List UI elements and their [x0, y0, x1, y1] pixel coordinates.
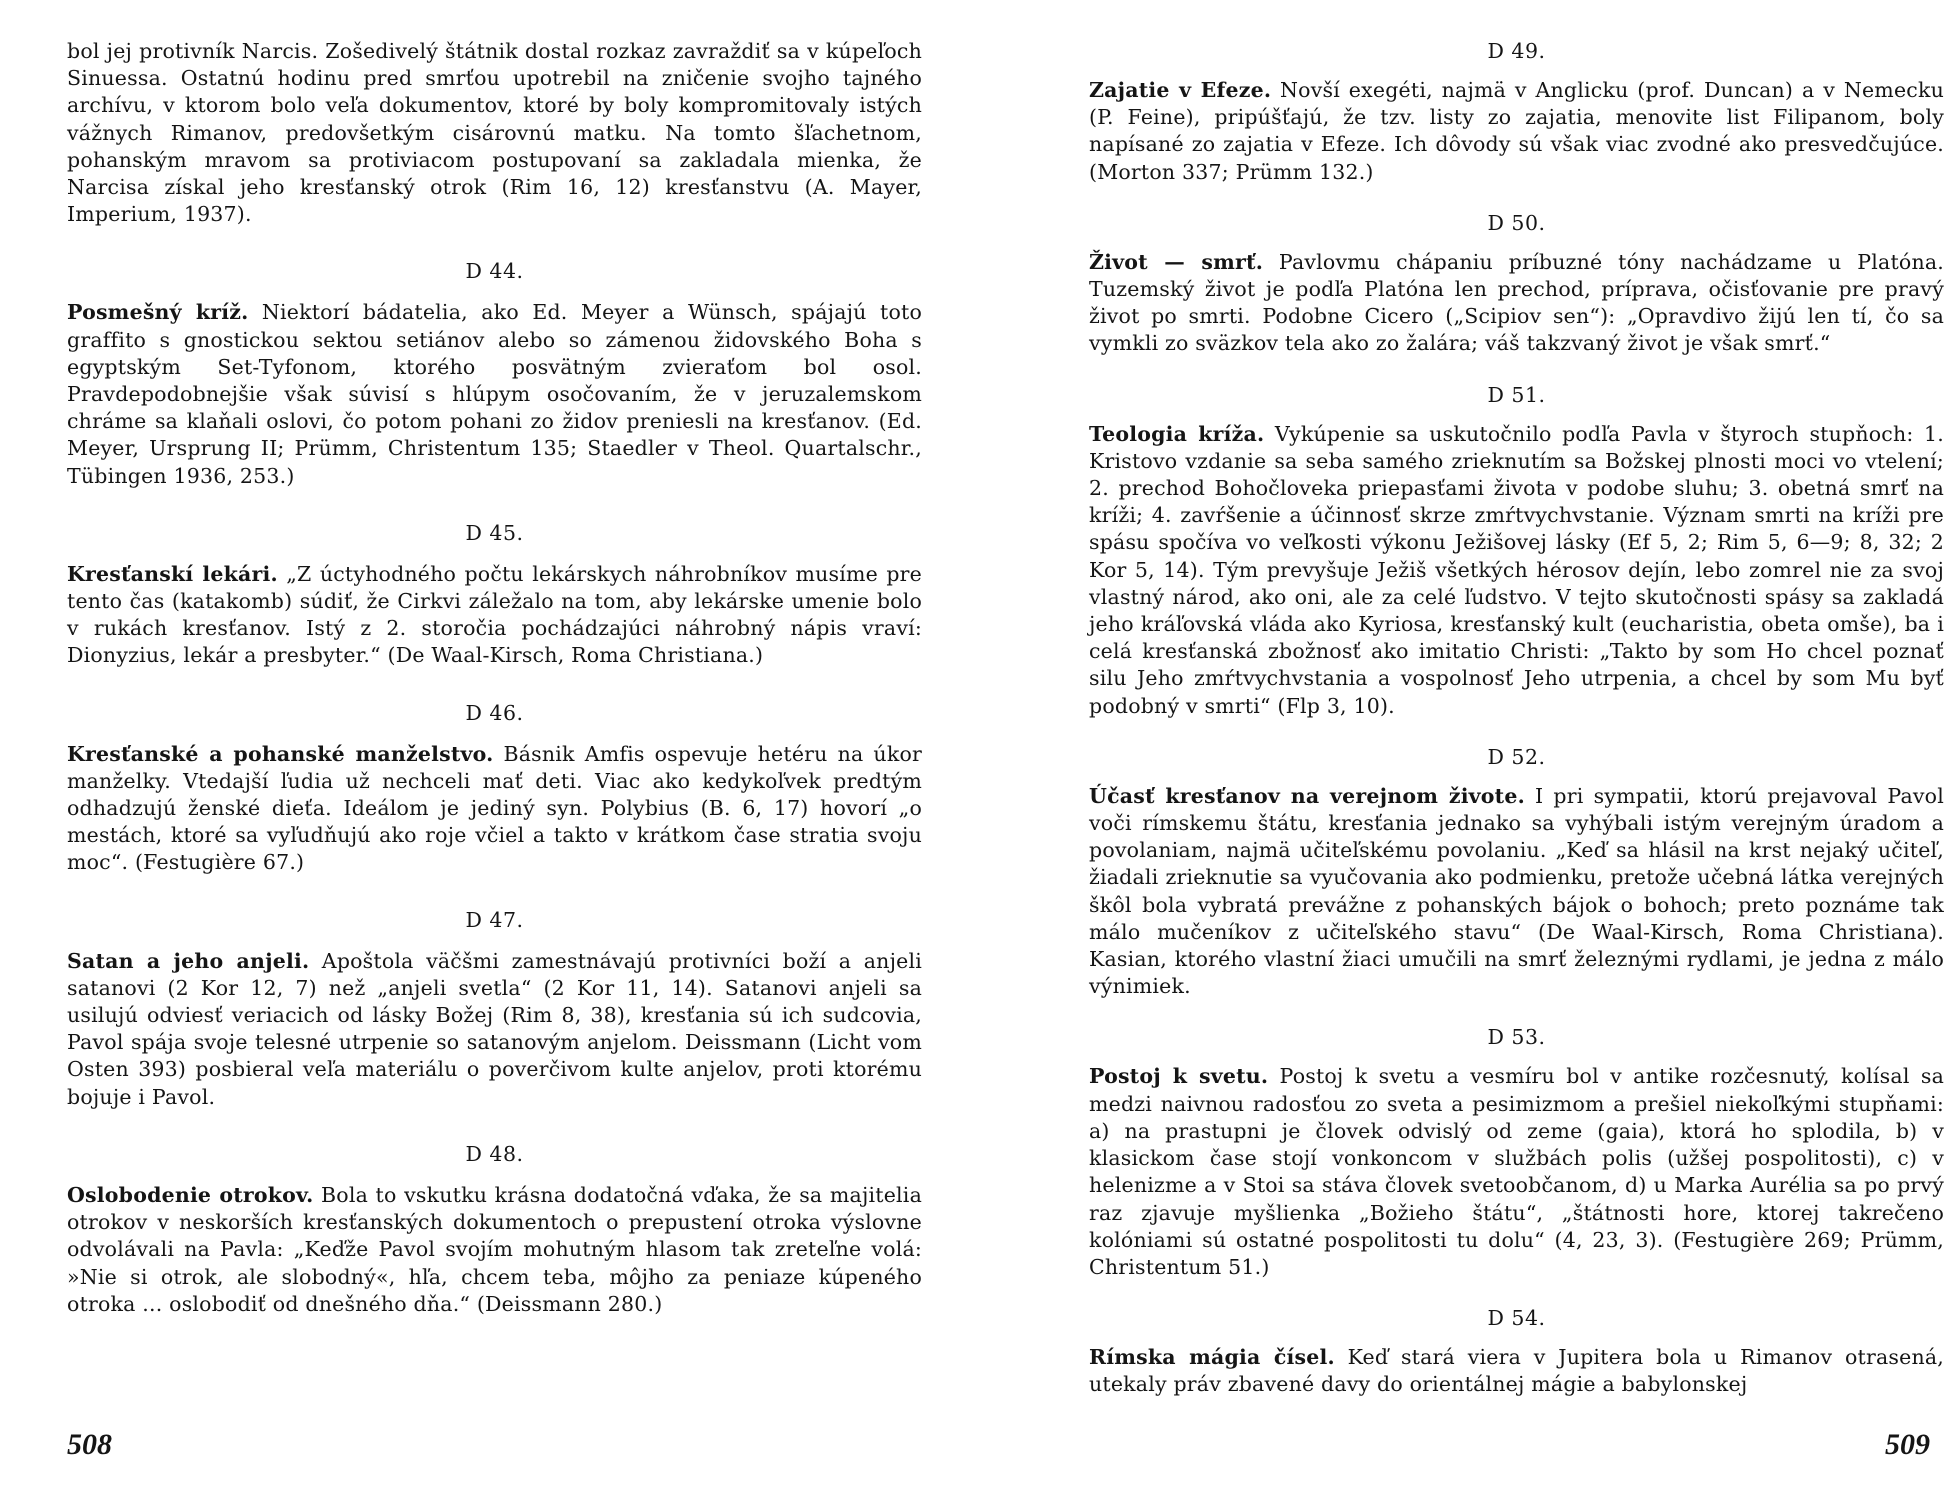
note-heading-d51: D 51.	[1487, 382, 1546, 407]
page-number-left: 508	[67, 1428, 112, 1461]
note-d46	[67, 741, 922, 877]
note-d49	[1089, 77, 1944, 186]
note-heading-d49: D 49.	[1487, 39, 1546, 63]
note-title: Rímska mágia čísel.	[1089, 1345, 1335, 1370]
note-heading-d44: D 44.	[465, 259, 524, 284]
note-title: Kresťanské a pohanské manželstvo.	[67, 741, 494, 766]
note-text: I pri sympatii, ktorú prejavoval Pavol voči rímskemu štátu, kresťania jednako sa vyhýbali istým verejným úradom a povolaniam, najmä učiteľskému povolaniu. „Keď sa hlásil na krst nejaký učiteľ, žiadali zrieknutie sa vyučovania ako podmienku, pretože učebná látka verejných škôl bola vybratá prevážne z pohanských bájok o bohoch; preto poznáme tak málo mučeníkov z učiteľského stavu“ (De Waal-Kirsch, Roma Christiana). Kasian, ktorého vlastní žiaci umučili na smrť železnými rydlami, je jedna z málo výnimiek.	[1089, 783, 1944, 999]
note-text: Postoj k svetu a vesmíru bol v antike rozčesnutý, kolísal sa medzi naivnou radosťou zo sveta a pesimizmom a prešiel niekoľkými stupňami: a) na prastupni je človek odvislý od zeme (gaia), ktorá ho splodila, b) v klasickom čase stojí vonkoncom v službách polis (užšej pospolitosti), c) v helenizme a v Stoi sa stáva človek svetoobčanom, d) u Marka Aurélia sa po prvý raz zjavuje myšlienka „Božieho štátu“, „štátnosti hore, ktorej takrečeno kolóniami sú ostatné pospolitosti tu dolu“ (4, 23, 3). (Festugière 269; Prümm, Christentum 51.)	[1089, 1064, 1944, 1279]
right-page	[1089, 38, 1944, 1399]
note-d51	[1089, 421, 1944, 720]
note-title: Oslobodenie otrokov.	[67, 1182, 314, 1207]
note-heading-d45: D 45.	[465, 520, 524, 545]
note-heading-d46: D 46.	[465, 700, 524, 725]
note-heading-d47: D 47.	[465, 907, 524, 932]
note-d47	[67, 948, 922, 1111]
note-heading-d54: D 54.	[1487, 1306, 1546, 1331]
note-d53	[1089, 1063, 1944, 1281]
note-title: Teologia kríža.	[1089, 421, 1265, 446]
note-text: Básnik Amfis ospevuje hetéru na úkor manželky. Vtedajší ľudia už nechceli mať deti. Viac ako kedykoľvek predtým odhadzujú ženské dieťa. Ideálom je jediný syn. Polybius (B. 6, 17) hovorí „o mestách, ktoré sa vyľudňujú ako roje včiel a takto v krátkom čase stratia svoju moc“. (Festugière 67.)	[67, 741, 922, 875]
note-heading-d53: D 53.	[1487, 1025, 1546, 1050]
note-d52	[1089, 783, 1944, 1001]
note-heading-d50: D 50.	[1487, 210, 1546, 235]
note-d44	[67, 299, 922, 489]
note-text: Novší exegéti, najmä v Anglicku (prof. Duncan) a v Nemecku (P. Feine), pripúšťajú, že tzv. listy zo zajatia, menovite list Filipanom, boly napísané zo zajatia v Efeze. Ich dôvody sú však viac zvodné ako presvedčujúce. (Morton 337; Prümm 132.)	[1089, 78, 1944, 184]
page-number-right: 509	[1885, 1428, 1930, 1461]
note-title: Účasť kresťanov na verejnom živote.	[1089, 783, 1525, 808]
note-title: Zajatie v Efeze.	[1089, 78, 1272, 102]
note-d50	[1089, 249, 1944, 358]
note-d48	[67, 1182, 922, 1318]
note-heading-d48: D 48.	[465, 1141, 524, 1166]
note-title: Posmešný kríž.	[67, 300, 249, 325]
note-d54	[1089, 1344, 1944, 1398]
note-text: Vykúpenie sa uskutočnilo podľa Pavla v štyroch stupňoch: 1. Kristovo vzdanie sa seba samého zrieknutím sa Božskej plnosti moci vo vtelení; 2. prechod Bohočloveka priepasťami života v podobe sluhu; 3. obetná smrť na kríži; 4. zavŕšenie a účinnosť skrze zmŕtvychvstanie. Význam smrti na kríži pre spásu spočíva vo veľkosti výkonu Ježišovej lásky (Ef 5, 2; Rim 5, 6—9; 8, 32; 2 Kor 5, 14). Tým prevyšuje Ježiš všetkých hérosov dejín, lebo zomrel nie za svoj vlastný národ, ako oni, ale za celé ľudstvo. V tejto skutočnosti spásy sa zakladá jeho kráľovská vláda ako Kyriosa, kresťanský kult (eucharistia, obeta omše), ba i celá kresťanská zbožnosť ako imitatio Christi: „Takto by som Ho chcel poznať silu Jeho zmŕtvychvstania a vospolnosť Jeho utrpenia, a chcel by som Mu byť podobný v smrti“ (Flp 3, 10).	[1089, 421, 1944, 718]
left-intro-paragraph: bol jej protivník Narcis. Zošedivelý štátnik dostal rozkaz zavraždiť sa v kúpeľoch Sinuessa. Ostatnú hodinu pred smrťou upotrebil na zničenie svojho tajného archívu, v ktorom bolo veľa dokumentov, ktoré by boly kompromitovaly istých vážnych Rimanov, predovšetkým cisárovnú matku. Na tomto šľachetnom, pohanským mravom sa protiviacom postupovaní sa zakladala mienka, že Narcisa získal jeho kresťanský otrok (Rim 16, 12) kresťanstvu (A. Mayer, Imperium, 1937).	[67, 39, 922, 227]
note-title: Život — smrť.	[1089, 249, 1264, 274]
note-text: Apoštola väčšmi zamestnávajú protivníci boží a anjeli satanovi (2 Kor 12, 7) než „anjeli svetla“ (2 Kor 11, 14). Satanovi anjeli sa usilujú odviesť veriacich od lásky Božej (Rim 8, 38), kresťania sú ich sudcovia, Pavol spája svoje telesné utrpenie so satanovým anjelom. Deissmann (Licht vom Osten 393) posbieral veľa materiálu o poverčivom kulte anjelov, proti ktorému bojuje i Pavol.	[67, 948, 922, 1109]
note-title: Postoj k svetu.	[1089, 1064, 1269, 1089]
left-page	[67, 38, 922, 1318]
note-text: „Z úctyhodného počtu lekárskych náhrobníkov musíme pre tento čas (katakomb) súdiť, že Cirkvi záležalo na tom, aby lekárske umenie bolo v rukách kresťanov. Istý z 2. storočia pochádzajúci náhrobný nápis vraví: Dionyzius, lekár a presbyter.“ (De Waal-Kirsch, Roma Christiana.)	[67, 561, 922, 668]
note-d45	[67, 561, 922, 670]
note-text: Pavlovmu chápaniu príbuzné tóny nachádzame u Platóna. Tuzemský život je podľa Platóna len prechod, príprava, očisťovanie pre pravý život po smrti. Podobne Cicero („Scipiov sen“): „Opravdivo žijú len tí, čo sa vymkli zo sväzkov tela ako zo žalára; váš takzvaný život je však smrť.“	[1089, 249, 1944, 356]
note-title: Kresťanskí lekári.	[67, 561, 278, 586]
note-title: Satan a jeho anjeli.	[67, 948, 310, 973]
note-text: Bola to vskutku krásna dodatočná vďaka, že sa majitelia otrokov v neskorších kresťanských dokumentoch o prepustení otroka výslovne odvolávali na Pavla: „Keďže Pavol svojím mohutným hlasom tak zreteľne volá: »Nie si otrok, ale slobodný«, hľa, chcem teba, môjho za peniaze kúpeného otroka ... oslobodiť od dnešného dňa.“ (Deissmann 280.)	[67, 1182, 922, 1316]
note-heading-d52: D 52.	[1487, 744, 1546, 769]
note-text: Keď stará viera v Jupitera bola u Rimanov otrasená, utekaly práv zbavené davy do orientálnej mágie a babylonskej	[1089, 1345, 1944, 1397]
note-text: Niektorí bádatelia, ako Ed. Meyer a Wünsch, spájajú toto graffito s gnostickou sektou setiánov alebo so zámenou židovského Boha s egyptským Set-Tyfonom, ktorého posvätným zvieraťom bol osol. Pravdepodobnejšie však súvisí s hlúpym osočovaním, že v jeruzalemskom chráme sa klaňali oslovi, čo potom pohani zo židov preniesli na kresťanov. (Ed. Meyer, Ursprung II; Prümm, Christentum 135; Staedler v Theol. Quartalschr., Tübingen 1936, 253.)	[67, 300, 922, 488]
